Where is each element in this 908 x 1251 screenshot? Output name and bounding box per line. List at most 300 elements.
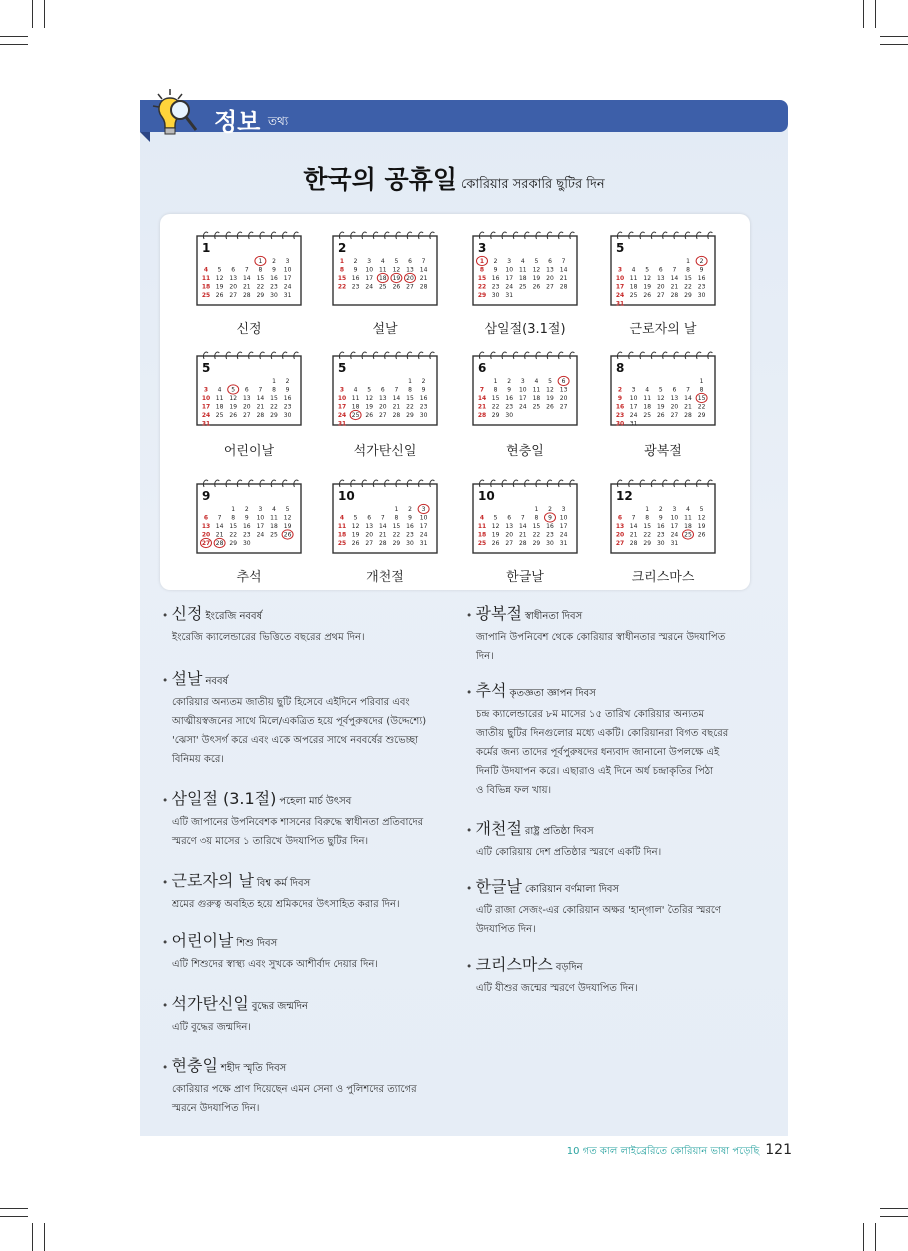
lightbulb-magnifier-icon <box>150 86 206 142</box>
calendar-day: 13 <box>670 395 679 402</box>
calendar-day: 18 <box>532 395 541 402</box>
calendar-day: 28 <box>684 412 692 419</box>
calendar-day: 8 <box>258 266 263 274</box>
bullet-icon: • <box>162 795 172 807</box>
calendar-day: 27 <box>201 540 211 547</box>
calendar-day: 16 <box>656 523 665 530</box>
calendar-day: 21 <box>215 531 224 539</box>
calendar-day: 2 <box>285 378 290 385</box>
description-line: কোরিয়ার পক্ষে প্রাণ দিয়েছেন এমন সেনা ও পুলিশদের ত্যাগের <box>172 1084 417 1095</box>
holiday-description <box>162 813 423 851</box>
calendar-day: 16 <box>697 275 706 282</box>
calendar-day: 15 <box>697 395 706 402</box>
calendar-day: 5 <box>353 514 358 522</box>
calendar-day: 10 <box>559 514 568 522</box>
calendar-day: 24 <box>283 283 292 291</box>
crop-mark <box>880 1208 908 1209</box>
calendar-day: 4 <box>217 386 222 394</box>
calendar-day: 20 <box>365 531 374 539</box>
calendar-day: 16 <box>283 395 292 402</box>
calendar-day: 11 <box>215 395 224 402</box>
calendar-day: 23 <box>546 531 554 539</box>
calendar-month-number: 3 <box>478 241 487 255</box>
holiday-heading <box>162 995 308 1016</box>
calendar-day: 2 <box>244 506 249 513</box>
calendar-day: 15 <box>532 523 541 530</box>
calendar-day: 24 <box>615 292 625 299</box>
bullet-icon: • <box>162 1062 172 1074</box>
calendar-day: 27 <box>505 540 514 547</box>
holiday-translation: বড়দিন <box>555 962 583 973</box>
calendar-day: 1 <box>534 506 539 513</box>
calendar-page-icon <box>610 350 716 426</box>
calendar-day: 20 <box>242 403 251 411</box>
description-line: এটি বুদ্ধের জন্মদিন। <box>172 1022 251 1033</box>
calendar-day: 16 <box>419 395 428 402</box>
bullet-icon: • <box>466 883 476 895</box>
calendar-day: 22 <box>337 283 347 291</box>
holiday-entry <box>466 820 661 862</box>
holiday-heading <box>162 872 400 893</box>
calendar-day: 23 <box>270 283 278 291</box>
calendar-day: 14 <box>242 275 251 282</box>
calendar-day: 5 <box>658 386 663 394</box>
calendar-day: 16 <box>406 523 414 530</box>
crop-mark <box>875 0 876 28</box>
calendar-day: 6 <box>561 378 566 385</box>
calendar-day: 27 <box>406 283 414 291</box>
description-line: বিনিময় করে। <box>172 754 224 765</box>
calendar-day: 1 <box>394 506 399 513</box>
calendar-day: 5 <box>534 258 539 265</box>
crop-mark <box>880 1216 908 1217</box>
holiday-entry <box>162 932 378 974</box>
calendar-day: 30 <box>242 540 251 547</box>
calendar-day: 6 <box>231 266 236 274</box>
holiday-translation: নববর্ষ <box>205 676 229 687</box>
calendar-day: 3 <box>339 386 345 394</box>
calendar-month <box>196 230 302 306</box>
description-line: এটি যীশুর জন্মের স্মরণে উদযাপিত দিন। <box>476 983 638 994</box>
calendar-day: 3 <box>631 386 636 394</box>
calendar-day: 20 <box>505 531 514 539</box>
calendar-day: 14 <box>684 395 692 402</box>
description-line: চন্দ্র ক্যালেন্ডারের ৮ম মাসের ১৫ তারিখ কোরিয়ার অন্যতম <box>476 709 705 720</box>
calendar-day: 17 <box>283 275 292 282</box>
calendar-day: 8 <box>394 514 399 522</box>
calendar-day: 4 <box>520 258 525 265</box>
calendar-day: 1 <box>339 258 345 265</box>
calendar-day: 19 <box>283 523 292 530</box>
holiday-heading <box>162 1057 417 1078</box>
calendar-day: 23 <box>406 531 414 539</box>
calendar-day: 25 <box>518 283 527 291</box>
calendar-day: 29 <box>697 412 706 419</box>
bullet-icon: • <box>162 937 172 949</box>
calendar-page-icon <box>610 230 716 306</box>
calendar-day: 5 <box>548 378 552 385</box>
calendar-day: 27 <box>670 412 679 419</box>
calendar-day: 2 <box>658 506 663 513</box>
calendar-day: 15 <box>406 395 414 402</box>
calendar-day: 7 <box>520 514 525 522</box>
calendar-day: 16 <box>242 523 251 530</box>
calendar-day: 27 <box>559 403 568 411</box>
calendar-day: 31 <box>629 420 638 426</box>
calendar-day: 14 <box>419 266 428 274</box>
calendar-day: 21 <box>419 275 428 282</box>
page-headline <box>0 160 908 196</box>
calendar-day: 27 <box>378 412 387 419</box>
calendar-day: 18 <box>477 531 487 539</box>
calendar-day: 12 <box>392 266 401 274</box>
calendar-label: 신정 <box>236 322 262 337</box>
calendar-day: 14 <box>518 523 527 530</box>
calendar-day: 18 <box>629 283 638 291</box>
calendar-day: 10 <box>419 514 428 522</box>
calendar-day: 1 <box>408 378 412 385</box>
calendar-day: 9 <box>493 266 498 274</box>
calendar-day: 8 <box>645 514 650 522</box>
calendar-day: 9 <box>617 395 623 402</box>
calendar-day: 28 <box>629 540 638 547</box>
calendar-day: 24 <box>337 412 347 419</box>
holiday-name: 삼일절 (3.1절) <box>171 789 277 808</box>
calendar-day: 26 <box>643 292 652 299</box>
calendar-day: 8 <box>699 386 704 394</box>
calendar-day: 2 <box>353 258 358 265</box>
calendar-day: 28 <box>378 540 387 547</box>
calendar-day: 31 <box>419 540 428 547</box>
calendar-day: 10 <box>201 395 211 402</box>
calendar-month <box>196 350 302 426</box>
description-line: উদযাপিত দিন। <box>476 924 536 935</box>
calendar-day: 4 <box>534 378 539 385</box>
calendar-day: 21 <box>629 531 638 539</box>
calendar-day: 14 <box>629 523 638 530</box>
calendar-day: 29 <box>229 540 238 547</box>
holiday-name: 한글날 <box>475 877 522 896</box>
calendar-day: 13 <box>505 523 514 530</box>
calendar-day: 4 <box>380 258 385 265</box>
calendar-day: 5 <box>699 506 704 513</box>
holiday-entry <box>162 872 400 914</box>
calendar-day: 7 <box>380 514 385 522</box>
calendar-label: 현충일 <box>506 444 544 459</box>
crop-mark <box>875 1223 876 1251</box>
crop-mark <box>32 1223 33 1251</box>
calendar-day: 17 <box>256 523 265 530</box>
holiday-entry <box>466 682 728 800</box>
calendar-day: 21 <box>242 283 251 291</box>
calendar-day: 4 <box>203 266 209 274</box>
holiday-entry <box>466 605 725 666</box>
calendar-day: 22 <box>684 283 692 291</box>
calendar-day: 26 <box>351 540 360 547</box>
calendar-day: 20 <box>201 531 211 539</box>
calendar-day: 28 <box>670 292 679 299</box>
description-line: এটি রাজা সেজং-এর কোরিয়ান অক্ষর 'হান্গাল' তৈরির স্মরণে <box>476 905 721 916</box>
calendar-day: 22 <box>406 403 414 411</box>
calendar-day: 22 <box>491 403 500 411</box>
crop-mark <box>880 44 908 45</box>
calendar-day: 6 <box>617 514 623 522</box>
calendar-day: 11 <box>337 523 347 530</box>
calendar-day: 28 <box>419 283 428 291</box>
calendar-day: 7 <box>686 386 690 394</box>
description-line: জাতীয় ছুটির দিনগুলোর মধ্যে একটি। কোরিয়ানরা বিগত বছরের <box>476 728 729 739</box>
calendar-day: 9 <box>408 514 412 522</box>
calendar-day: 30 <box>697 292 706 299</box>
calendar-page-icon <box>196 478 302 554</box>
calendar-day: 7 <box>479 386 485 394</box>
calendar-day: 12 <box>491 523 500 530</box>
description-line: কোরিয়ার অন্যতম জাতীয় ছুটি হিসেবে এইদিনে পরিবার এবং <box>172 697 410 708</box>
calendar-day: 2 <box>507 378 512 385</box>
calendar-day: 23 <box>697 283 706 291</box>
holiday-description <box>162 628 365 647</box>
holiday-translation: স্বাধীনতা দিবস <box>524 611 583 622</box>
calendar-month-number: 8 <box>616 361 625 375</box>
calendar-day: 9 <box>548 514 552 522</box>
holiday-heading <box>162 670 426 691</box>
calendar-day: 9 <box>421 386 426 394</box>
calendar-page-icon <box>472 350 578 426</box>
calendar-page-icon <box>610 478 716 554</box>
calendar-label: 개천절 <box>366 570 404 585</box>
holiday-translation: কোরিয়ান বর্ণমালা দিবস <box>524 884 620 895</box>
calendar-month <box>610 478 716 554</box>
calendar-day: 11 <box>643 395 652 402</box>
description-line: ও বিভিন্ন ফল খায়। <box>476 785 552 796</box>
calendar-day: 11 <box>629 275 638 282</box>
holiday-heading <box>466 956 638 977</box>
calendar-day: 20 <box>546 275 554 282</box>
calendar-day: 15 <box>256 275 265 282</box>
calendar-day: 24 <box>201 412 211 419</box>
calendar-day: 10 <box>629 395 638 402</box>
calendar-day: 25 <box>270 531 278 539</box>
calendar-month <box>472 350 578 426</box>
calendar-day: 6 <box>672 386 677 394</box>
calendar-day: 10 <box>365 266 374 274</box>
calendar-day: 15 <box>684 275 692 282</box>
description-line: স্মরণে ৩য় মাসের ১ তারিখে উদযাপিত ছুটির দিন। <box>172 836 369 847</box>
holiday-description <box>162 1080 417 1118</box>
calendar-day: 23 <box>615 412 625 419</box>
calendar-day: 30 <box>419 412 428 419</box>
holiday-description <box>162 955 378 974</box>
calendar-month <box>196 478 302 554</box>
calendar-day: 26 <box>229 412 238 419</box>
calendar-day: 24 <box>256 531 265 539</box>
calendar-day: 25 <box>684 531 692 539</box>
calendar-label: 석가탄신일 <box>353 444 417 459</box>
calendar-day: 25 <box>378 283 387 291</box>
calendar-day: 24 <box>505 283 514 291</box>
calendar-day: 17 <box>629 403 638 411</box>
calendar-day: 11 <box>270 514 278 522</box>
calendar-month <box>332 478 438 554</box>
description-line: জাপানি উপনিবেশ থেকে কোরিয়ার স্বাধীনতার স্মরনে উদযাপিত <box>476 632 726 643</box>
calendar-day: 1 <box>231 506 236 513</box>
calendar-day: 19 <box>351 531 360 539</box>
calendar-day: 16 <box>491 275 500 282</box>
calendar-day: 30 <box>656 540 665 547</box>
calendar-day: 18 <box>337 531 347 539</box>
calendar-month <box>472 478 578 554</box>
crop-mark <box>0 1216 28 1217</box>
calendar-day: 8 <box>479 266 485 274</box>
calendar-day: 22 <box>477 283 487 291</box>
calendar-day: 31 <box>559 540 568 547</box>
calendar-label: 근로자의 날 <box>629 322 697 337</box>
bullet-icon: • <box>466 825 476 837</box>
calendar-day: 30 <box>546 540 554 547</box>
calendar-day: 15 <box>491 395 500 402</box>
calendar-day: 12 <box>365 395 374 402</box>
calendar-day: 20 <box>615 531 625 539</box>
calendar-page-icon <box>472 230 578 306</box>
calendar-day: 23 <box>419 403 428 411</box>
calendar-day: 22 <box>392 531 401 539</box>
calendar-day: 3 <box>203 386 209 394</box>
holiday-name: 크리스마스 <box>475 955 553 974</box>
holiday-translation: শিশু দিবস <box>236 938 278 949</box>
calendar-day: 7 <box>561 258 566 265</box>
calendar-page-icon <box>472 478 578 554</box>
calendar-day: 29 <box>270 412 278 419</box>
calendar-day: 24 <box>419 531 428 539</box>
calendar-day: 25 <box>337 540 347 547</box>
calendar-day: 28 <box>256 412 265 419</box>
calendar-day: 1 <box>645 506 650 513</box>
calendar-day: 22 <box>532 531 541 539</box>
calendar-day: 3 <box>561 506 566 513</box>
calendar-day: 10 <box>518 386 527 394</box>
bullet-icon: • <box>466 610 476 622</box>
calendar-month-number: 5 <box>616 241 625 255</box>
calendar-month <box>332 230 438 306</box>
calendar-day: 5 <box>285 506 290 513</box>
holiday-translation: শহীদ স্মৃতি দিবস <box>220 1063 287 1074</box>
bullet-icon: • <box>466 961 476 973</box>
calendar-day: 11 <box>518 266 527 274</box>
calendar-day: 10 <box>337 395 347 402</box>
calendar-day: 13 <box>229 275 238 282</box>
calendar-month-number: 1 <box>202 241 211 255</box>
crop-mark <box>0 36 28 37</box>
calendar-day: 3 <box>285 258 290 265</box>
calendar-day: 24 <box>629 412 638 419</box>
calendar-day: 28 <box>242 292 251 299</box>
description-line: কর্মের জন্য তাদের পূর্বপুরুষদের ধন্যবাদ জানানো উপলক্ষে এই <box>476 747 720 758</box>
calendar-day: 28 <box>559 283 568 291</box>
calendar-day: 23 <box>656 531 665 539</box>
calendar-page-icon <box>332 478 438 554</box>
calendar-day: 6 <box>244 386 249 394</box>
calendar-day: 30 <box>283 412 292 419</box>
calendar-month-number: 5 <box>202 361 211 375</box>
crop-mark <box>44 1223 45 1251</box>
calendar-day: 16 <box>615 403 625 411</box>
calendar-day: 18 <box>378 275 387 282</box>
calendar-day: 27 <box>365 540 374 547</box>
holiday-entry <box>162 605 365 647</box>
calendar-month-number: 9 <box>202 489 211 503</box>
calendar-day: 5 <box>231 386 236 394</box>
calendar-day: 10 <box>256 514 265 522</box>
calendar-day: 12 <box>697 514 706 522</box>
calendar-day: 23 <box>505 403 514 411</box>
calendar-day: 19 <box>697 523 706 530</box>
holiday-entry <box>162 790 423 851</box>
calendar-day: 22 <box>229 531 238 539</box>
calendar-day: 12 <box>532 266 541 274</box>
description-line: আত্মীয়স্বজনের সাথে মিলে/একত্রিত হয়ে পূর্বপুরুষদের (উদ্দেশ্যে) <box>172 716 427 727</box>
calendar-day: 8 <box>408 386 412 394</box>
calendar-day: 20 <box>656 283 665 291</box>
holiday-entry <box>466 878 721 939</box>
calendar-day: 13 <box>546 266 554 274</box>
holiday-description <box>466 901 721 939</box>
description-line: দিনটি উদযাপন করে। এছারাও এই দিনে অর্ধ চন্দ্রাকৃতির পিঠা <box>476 766 714 777</box>
calendar-day: 20 <box>406 275 414 282</box>
calendar-day: 14 <box>378 523 387 530</box>
calendar-day: 13 <box>201 523 211 530</box>
calendar-day: 11 <box>684 514 692 522</box>
calendar-day: 5 <box>394 258 399 265</box>
calendar-day: 7 <box>672 266 677 274</box>
calendar-label: 삼일절(3.1절) <box>484 322 566 337</box>
calendar-day: 25 <box>643 412 652 419</box>
calendar-day: 12 <box>643 275 652 282</box>
calendar-day: 20 <box>378 403 387 411</box>
calendar-day: 14 <box>215 523 224 530</box>
calendar-day: 6 <box>367 514 372 522</box>
calendar-day: 15 <box>643 523 652 530</box>
calendar-day: 2 <box>408 506 412 513</box>
calendar-day: 10 <box>283 266 292 274</box>
calendar-day: 5 <box>493 514 498 522</box>
calendar-day: 12 <box>229 395 238 402</box>
calendar-day: 22 <box>643 531 652 539</box>
calendar-day: 4 <box>353 386 358 394</box>
calendar-day: 17 <box>337 403 347 411</box>
holiday-heading <box>162 932 378 953</box>
calendar-day: 16 <box>351 275 360 282</box>
calendar-day: 9 <box>699 266 704 274</box>
calendar-day: 27 <box>656 292 665 299</box>
calendar-day: 3 <box>507 258 512 265</box>
calendar-day: 13 <box>378 395 387 402</box>
calendar-day: 25 <box>351 412 360 419</box>
calendar-day: 15 <box>477 275 487 282</box>
description-line: ইংরেজি ক্যালেন্ডারের ভিত্তিতে বছরের প্রথম দিন। <box>172 632 365 643</box>
calendar-day: 26 <box>491 540 500 547</box>
holiday-entry <box>466 956 638 998</box>
calendar-day: 12 <box>656 395 665 402</box>
banner-title: 정보 <box>214 108 261 136</box>
calendar-day: 11 <box>201 275 211 282</box>
calendar-month-number: 5 <box>338 361 347 375</box>
calendar-day: 12 <box>546 386 554 394</box>
calendar-day: 27 <box>546 283 554 291</box>
calendar-day: 23 <box>242 531 251 539</box>
calendar-day: 19 <box>491 531 500 539</box>
calendar-day: 3 <box>672 506 677 513</box>
holiday-name: 현충일 <box>171 1056 218 1075</box>
